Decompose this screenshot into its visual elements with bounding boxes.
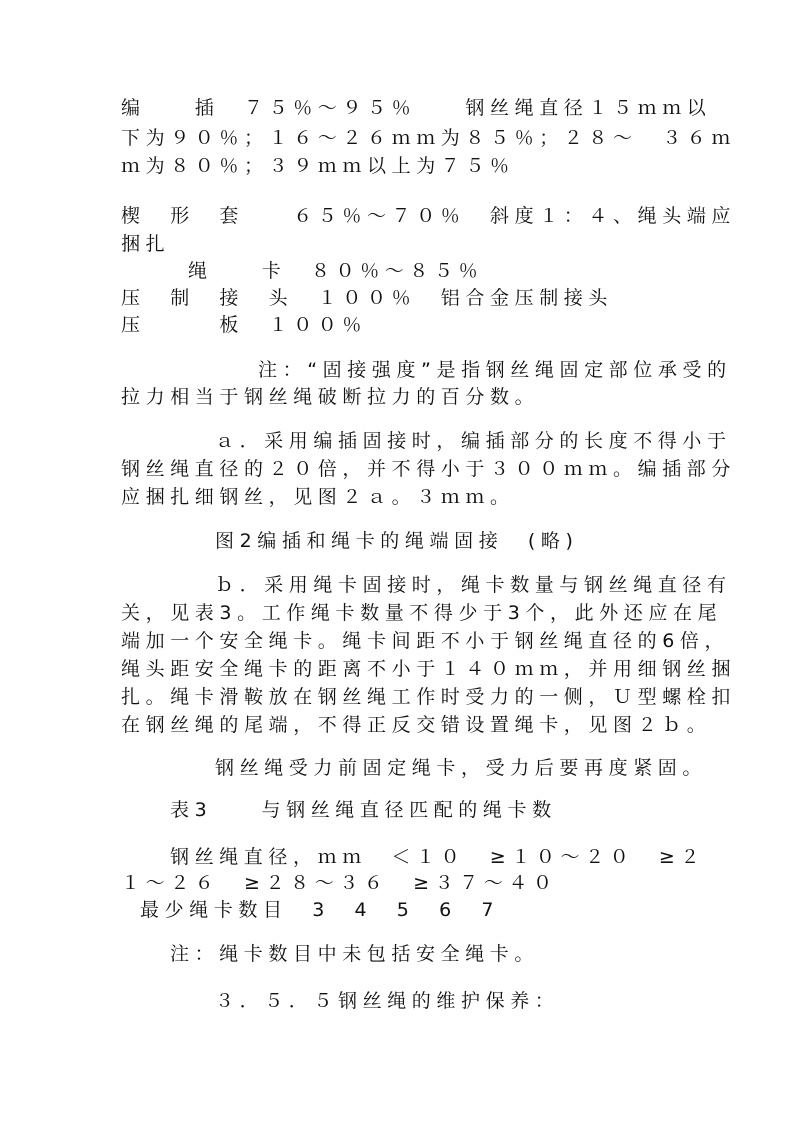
- note-paragraph: 注：“固接强度”是指钢丝绳固定部位承受的: [258, 359, 732, 381]
- text-line: 拉力相当于钢丝绳破断拉力的百分数。: [121, 386, 540, 408]
- section-heading: ３．５．５钢丝绳的维护保养：: [215, 990, 560, 1012]
- text-line: 绳头距安全绳卡的距离不小于１４０ｍｍ，并用细钢丝捆: [121, 658, 737, 680]
- table-header-row-cont: １～２６ ≥２８～３６ ≥３７～４０: [121, 872, 558, 894]
- paragraph-a: ａ．采用编插固接时，编插部分的长度不得小于: [215, 430, 732, 452]
- text-line: 端加一个安全绳卡。绳卡间距不小于钢丝绳直径的6倍，: [121, 630, 730, 652]
- text-line: 在钢丝绳的尾端，不得正反交错设置绳卡，见图２ｂ。: [121, 714, 712, 736]
- table-title: 表3 与钢丝绳直径匹配的绳卡数: [170, 799, 557, 821]
- text-line: 扎。绳卡滑鞍放在钢丝绳工作时受力的一侧，Ｕ型螺栓扣: [121, 686, 737, 708]
- text-line: 应捆扎细钢丝，见图２ａ。３ｍｍ。: [121, 486, 515, 508]
- table-row-wedge-socket: 楔 形 套 ６５％～７０％ 斜度１：４、绳头端应: [121, 205, 737, 227]
- paragraph: 钢丝绳受力前固定绳卡，受力后要再度紧固。: [215, 757, 708, 779]
- table-row-press-plate: 压 板 １００％: [121, 314, 368, 336]
- paragraph-b: ｂ．采用绳卡固接时，绳卡数量与钢丝绳直径有: [215, 574, 732, 596]
- table-header-row: 钢丝绳直径，ｍｍ ＜１０ ≥１０～２０ ≥２: [170, 846, 706, 868]
- table-row-splice: 编 插 ７５％～９５％ 钢丝绳直径１５ｍｍ以: [121, 97, 712, 119]
- table-data-row: 最少绳卡数目 3 4 5 6 7: [140, 899, 500, 921]
- text-line: 钢丝绳直径的２０倍，并不得小于３００ｍｍ。编插部分: [121, 458, 737, 480]
- figure-caption: 图2编插和绳卡的绳端固接 (略): [215, 530, 579, 552]
- text-line: 关，见表3。工作绳卡数量不得少于3个，此外还应在尾: [121, 602, 723, 624]
- table-row-pressed-joint: 压 制 接 头 １００％ 铝合金压制接头: [121, 287, 614, 309]
- text-line: 捆扎: [121, 233, 171, 255]
- table-row-clip: 绳 卡 ８０％～８５％: [188, 260, 484, 282]
- text-line: ｍ为８０％；３９ｍｍ以上为７５％: [121, 155, 515, 177]
- table-note: 注：绳卡数目中未包括安全绳卡。: [170, 943, 540, 965]
- text-line: 下为９０％；１６～２６ｍｍ为８５％；２８～ ３６ｍ: [121, 127, 737, 149]
